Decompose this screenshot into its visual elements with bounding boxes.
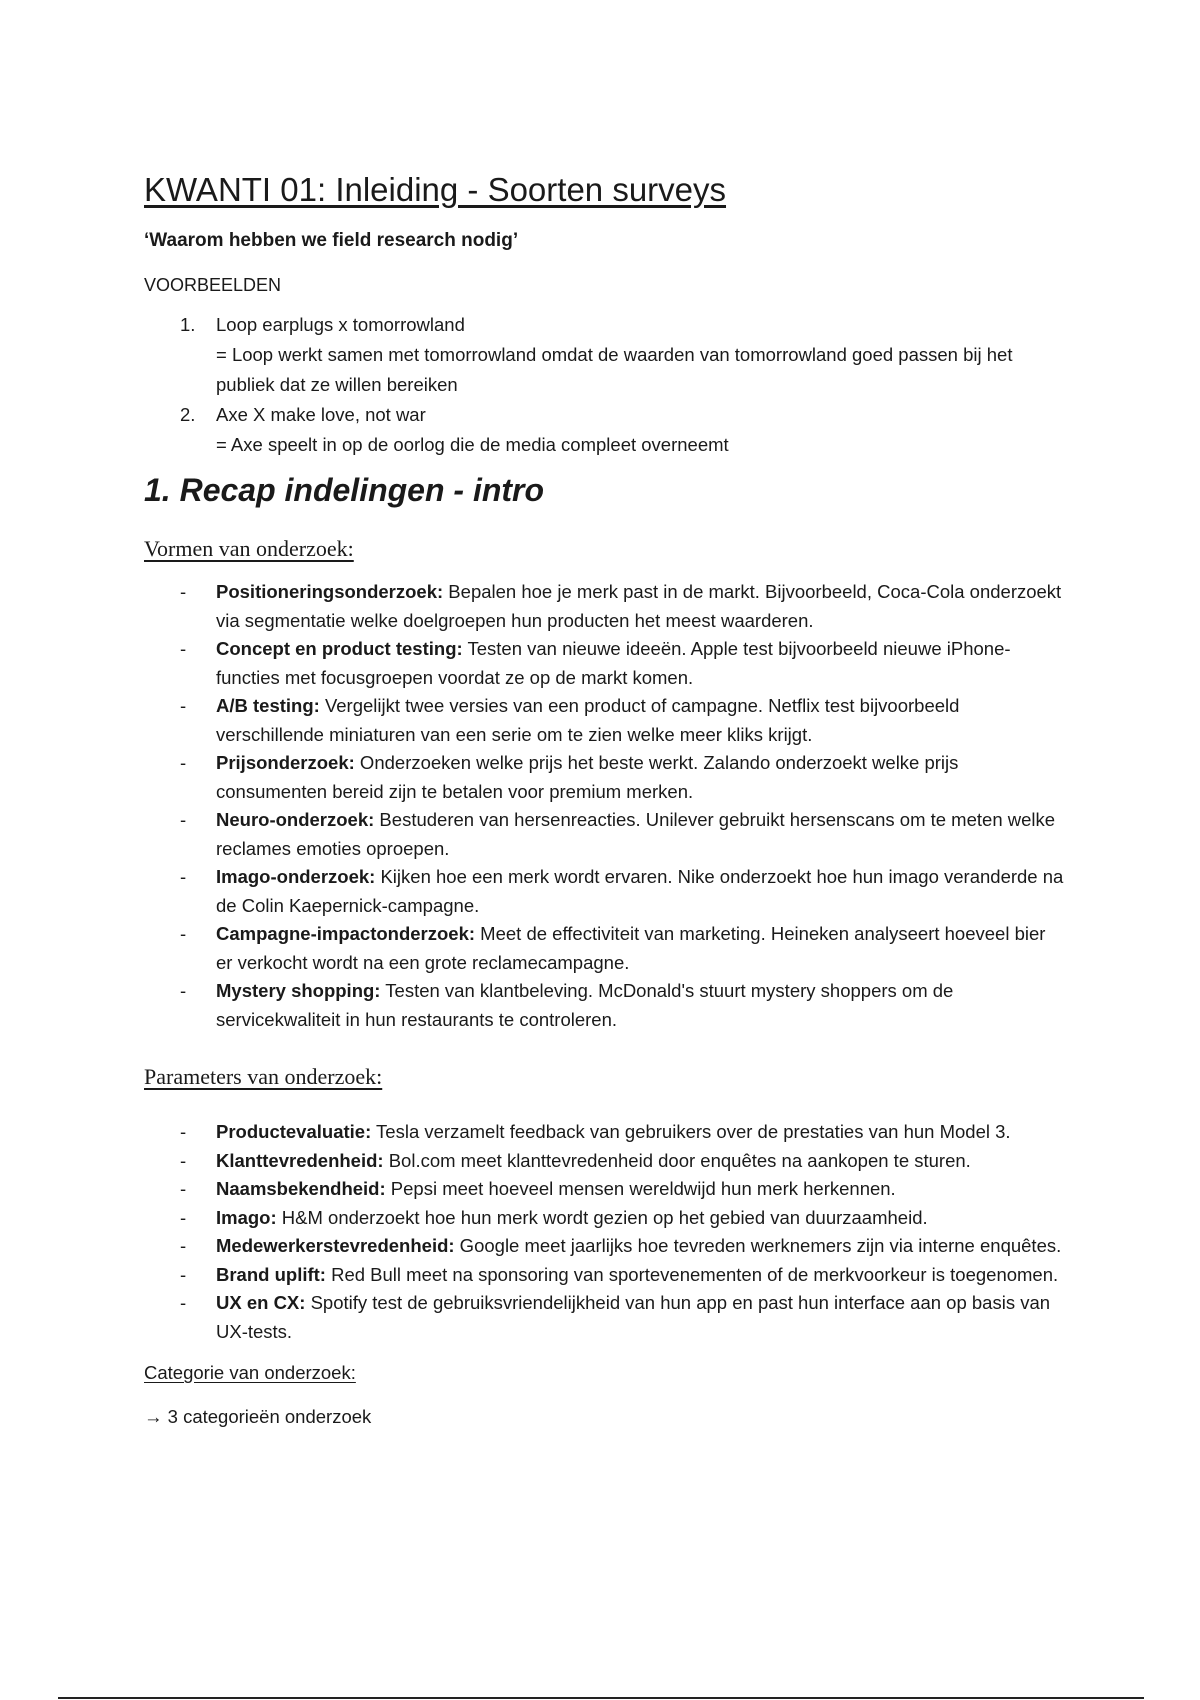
subtitle: ‘Waarom hebben we field research nodig’ bbox=[144, 230, 519, 251]
list-item bbox=[144, 310, 1064, 400]
page-bottom-rule bbox=[58, 1697, 1144, 1699]
item-term: A/B testing: bbox=[216, 695, 320, 716]
list-item bbox=[144, 578, 1064, 635]
item-term: Neuro-onderzoek: bbox=[216, 809, 375, 830]
example-title: Loop earplugs x tomorrowland bbox=[216, 314, 465, 335]
item-term: Imago-onderzoek: bbox=[216, 866, 376, 887]
list-item bbox=[144, 1147, 1064, 1176]
item-text: H&M onderzoekt hoe hun merk wordt gezien op het gebied van duurzaamheid. bbox=[276, 1206, 928, 1228]
list-item bbox=[144, 635, 1064, 692]
list-number: 1. bbox=[180, 314, 196, 335]
item-term: UX en CX: bbox=[216, 1292, 306, 1313]
item-text: Red Bull meet na sponsoring van sportevenementen of de merkvoorkeur is toegenomen. bbox=[325, 1263, 1059, 1285]
dash-bullet: - bbox=[180, 752, 187, 773]
list-item bbox=[144, 806, 1064, 863]
list-item bbox=[144, 1232, 1064, 1261]
category-line: → 3 categorieën onderzoek bbox=[144, 1406, 372, 1427]
category-heading: Categorie van onderzoek: bbox=[144, 1362, 356, 1383]
item-text: Bestuderen van hersenreacties. Unilever gebruikt hersenscans om te meten welke reclames emoties oproepen. bbox=[216, 809, 1056, 859]
list-number: 2. bbox=[180, 404, 196, 425]
item-text: Bol.com meet klanttevredenheid door enquêtes na aankopen te sturen. bbox=[383, 1149, 971, 1171]
item-term: Concept en product testing: bbox=[216, 638, 463, 659]
examples-list bbox=[144, 310, 1064, 460]
section-heading: 1. Recap indelingen - intro bbox=[144, 472, 545, 508]
list-item bbox=[144, 977, 1064, 1034]
dash-bullet: - bbox=[180, 1292, 187, 1313]
list-item bbox=[144, 1289, 1064, 1346]
list-item bbox=[144, 1261, 1064, 1290]
dash-bullet: - bbox=[180, 1235, 187, 1256]
dash-bullet: - bbox=[180, 809, 187, 830]
item-text: Meet de effectiviteit van marketing. Heineken analyseert hoeveel bier er verkocht wordt na een grote reclamecampagne. bbox=[216, 923, 1046, 973]
item-text: Google meet jaarlijks hoe tevreden werknemers zijn via interne enquêtes. bbox=[454, 1235, 1062, 1256]
forms-list bbox=[144, 578, 1064, 1034]
item-term: Brand uplift: bbox=[216, 1263, 326, 1285]
item-term: Campagne-impactonderzoek: bbox=[216, 923, 476, 944]
document-title: KWANTI 01: Inleiding - Soorten surveys bbox=[144, 171, 727, 208]
params-heading: Parameters van onderzoek: bbox=[144, 1064, 383, 1089]
item-term: Mystery shopping: bbox=[216, 980, 381, 1001]
item-text: Spotify test de gebruiksvriendelijkheid van hun app en past hun interface aan op basis van UX-tests. bbox=[216, 1292, 1051, 1342]
list-item bbox=[144, 749, 1064, 806]
item-term: Imago: bbox=[216, 1206, 277, 1228]
item-term: Positioneringsonderzoek: bbox=[216, 581, 444, 602]
item-text: Testen van klantbeleving. McDonald's stuurt mystery shoppers om de servicekwaliteit in hun restaurants te controleren. bbox=[216, 980, 954, 1030]
item-text: Onderzoeken welke prijs het beste werkt. Zalando onderzoekt welke prijs consumenten bereid zijn te betalen voor premium merken. bbox=[216, 752, 959, 802]
item-text: Vergelijkt twee versies van een product of campagne. Netflix test bijvoorbeeld verschillende miniaturen van een serie om te zien welke meer kliks krijgt. bbox=[216, 695, 960, 745]
forms-heading: Vormen van onderzoek: bbox=[144, 536, 354, 561]
list-item bbox=[144, 1118, 1064, 1147]
dash-bullet: - bbox=[180, 581, 187, 602]
item-term: Naamsbekendheid: bbox=[216, 1178, 386, 1199]
item-text: Pepsi meet hoeveel mensen wereldwijd hun merk herkennen. bbox=[385, 1178, 896, 1199]
item-term: Medewerkerstevredenheid: bbox=[216, 1235, 455, 1256]
dash-bullet: - bbox=[180, 1263, 187, 1285]
item-term: Productevaluatie: bbox=[216, 1121, 372, 1142]
dash-bullet: - bbox=[180, 866, 187, 887]
params-list bbox=[144, 1118, 1064, 1346]
item-term: Klanttevredenheid: bbox=[216, 1149, 384, 1171]
list-item bbox=[144, 692, 1064, 749]
item-text: Bepalen hoe je merk past in de markt. Bijvoorbeeld, Coca-Cola onderzoekt via segmentatie welke doelgroepen hun producten het meest waarderen. bbox=[216, 581, 1062, 631]
examples-label: VOORBEELDEN bbox=[144, 275, 282, 295]
dash-bullet: - bbox=[180, 1149, 187, 1171]
example-title: Axe X make love, not war bbox=[216, 404, 426, 425]
list-item bbox=[144, 1204, 1064, 1233]
dash-bullet: - bbox=[180, 980, 187, 1001]
list-item bbox=[144, 400, 1064, 460]
example-note: = Loop werkt samen met tomorrowland omdat de waarden van tomorrowland goed passen bij het publiek dat ze willen bereiken bbox=[216, 344, 1013, 395]
dash-bullet: - bbox=[180, 923, 187, 944]
example-note: = Axe speelt in op de oorlog die de media compleet overneemt bbox=[216, 434, 729, 455]
dash-bullet: - bbox=[180, 695, 187, 716]
list-item bbox=[144, 920, 1064, 977]
item-text: Kijken hoe een merk wordt ervaren. Nike onderzoekt hoe hun imago veranderde na de Colin Kaepernick-campagne. bbox=[216, 866, 1064, 916]
list-item bbox=[144, 863, 1064, 920]
dash-bullet: - bbox=[180, 1178, 187, 1199]
dash-bullet: - bbox=[180, 638, 187, 659]
item-text: Tesla verzamelt feedback van gebruikers over de prestaties van hun Model 3. bbox=[371, 1121, 1011, 1142]
item-term: Prijsonderzoek: bbox=[216, 752, 355, 773]
list-item bbox=[144, 1175, 1064, 1204]
dash-bullet: - bbox=[180, 1121, 187, 1142]
item-text: Testen van nieuwe ideeën. Apple test bijvoorbeeld nieuwe iPhone-functies met focusgroepen voordat ze op de markt komen. bbox=[216, 638, 1011, 688]
dash-bullet: - bbox=[180, 1206, 187, 1228]
document-page bbox=[144, 168, 1064, 1430]
